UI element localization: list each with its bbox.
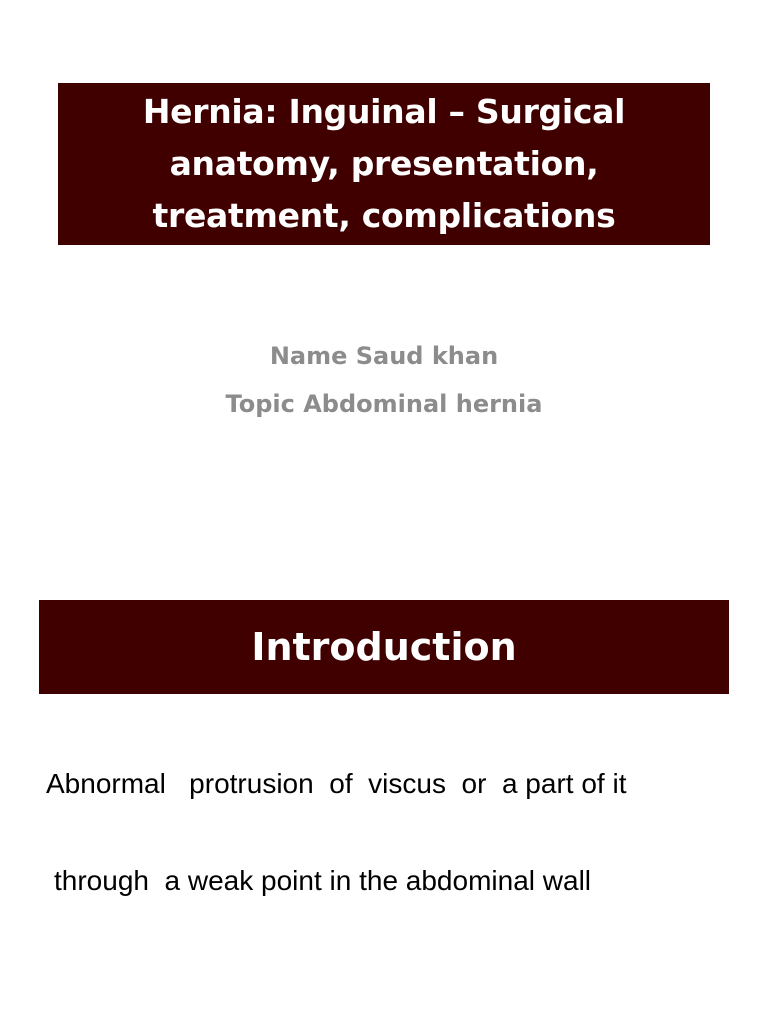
introduction-heading: Introduction [251, 625, 517, 669]
slide-title: Hernia: Inguinal – Surgical anatomy, presentation, treatment, complications [142, 92, 626, 235]
introduction-banner [39, 600, 729, 694]
intro-body-line-2: through a weak point in the abdominal wall [54, 865, 592, 896]
author-name: Name Saud khan [269, 342, 499, 370]
topic-label: Topic Abdominal hernia [225, 390, 543, 418]
title-banner [58, 83, 710, 245]
intro-body-line-1: Abnormal protrusion of viscus or a part of it [46, 768, 627, 799]
author-info [0, 332, 768, 428]
